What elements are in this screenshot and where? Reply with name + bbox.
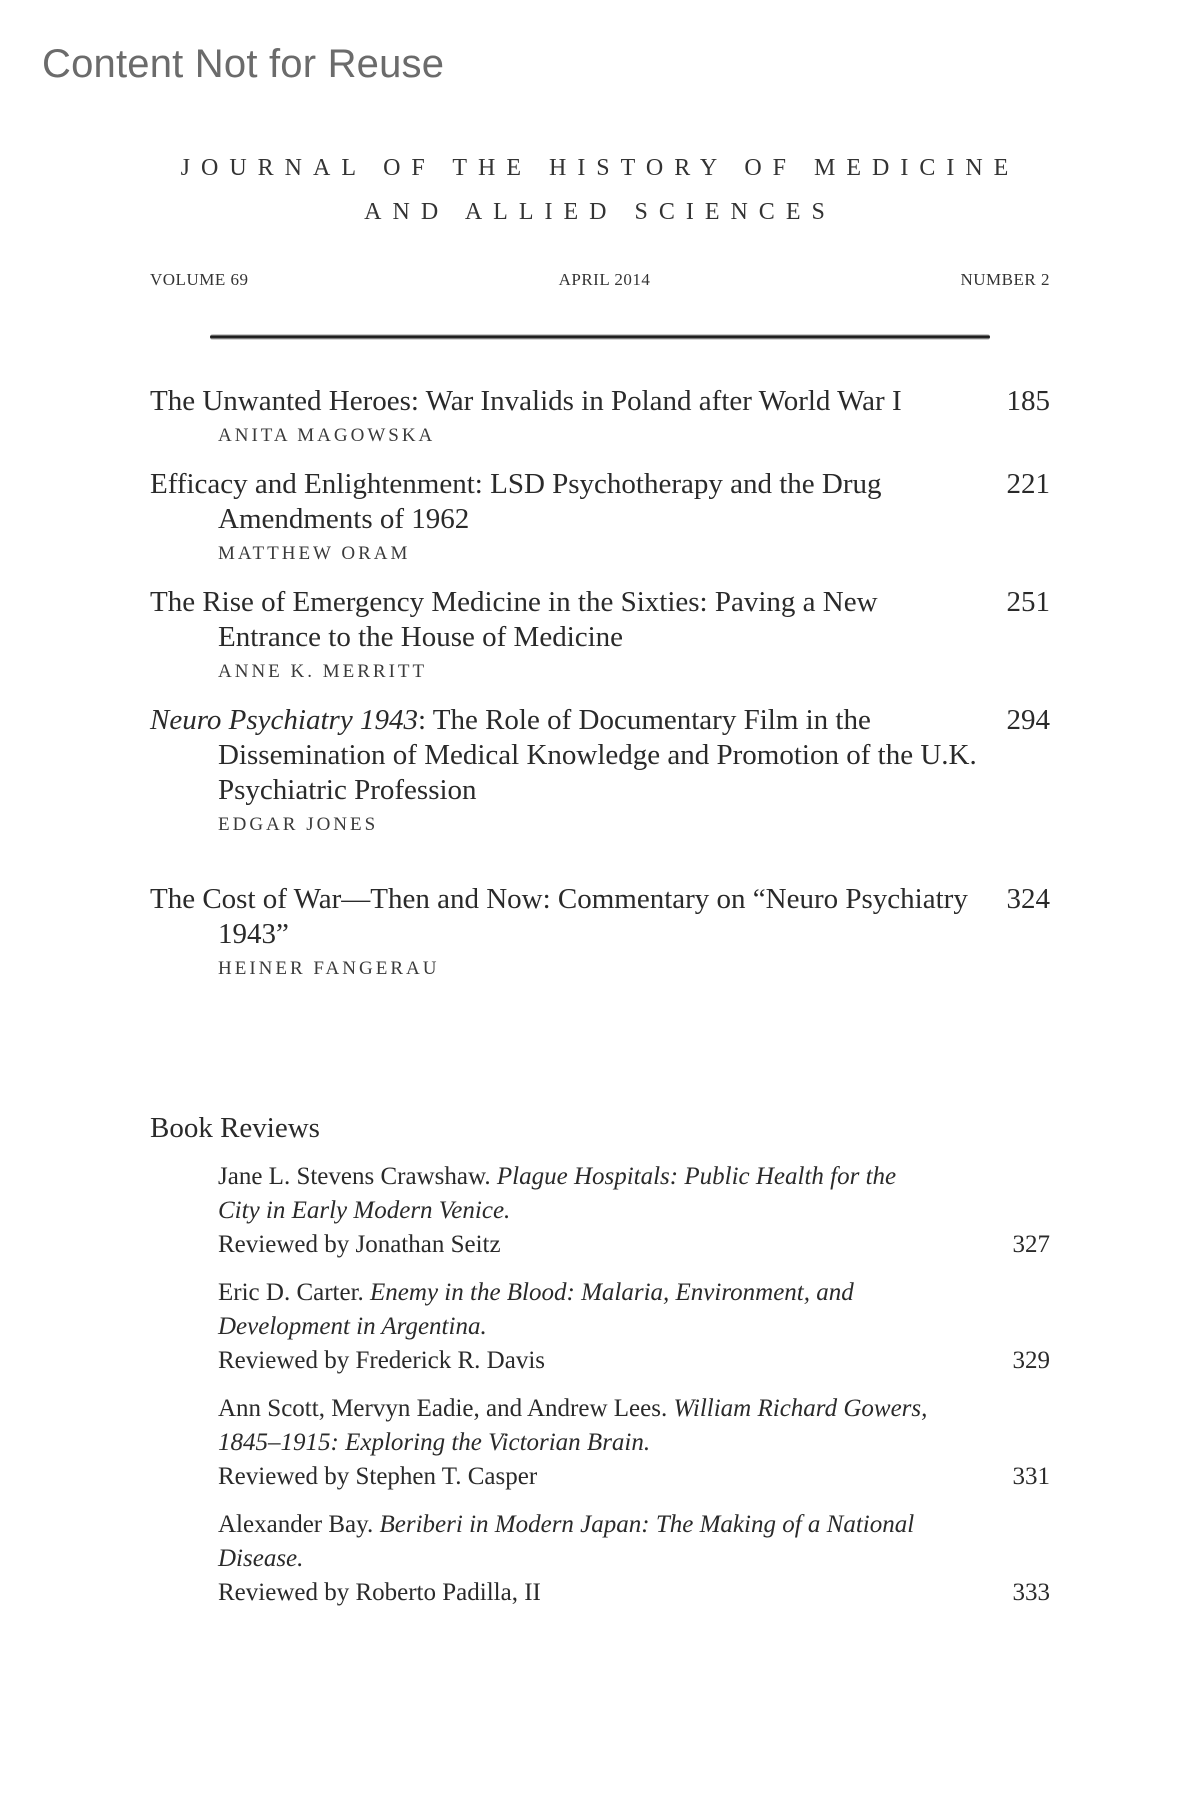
article-page-number: 251 bbox=[1006, 586, 1050, 618]
book-author: Jane L. Stevens Crawshaw. bbox=[218, 1163, 491, 1190]
book-review-entry[interactable] bbox=[218, 1276, 1050, 1378]
header-rule bbox=[210, 334, 990, 340]
book-review-entry[interactable] bbox=[218, 1392, 1050, 1494]
reviewed-book bbox=[218, 1160, 938, 1228]
book-review-list bbox=[218, 1160, 1050, 1624]
article-title bbox=[150, 384, 978, 419]
article-title-text: The Rise of Emergency Medicine in the Sixties: Paving a New Entrance to the House of Medicine bbox=[150, 586, 878, 653]
journal-title-line-1: JOURNAL OF THE HISTORY OF MEDICINE bbox=[180, 155, 1020, 181]
article-title bbox=[150, 467, 978, 537]
article-author: ANNE K. MERRITT bbox=[218, 661, 428, 682]
book-title: William Richard Gowers, 1845–1915: Exploring the Victorian Brain. bbox=[218, 1395, 928, 1456]
review-page-number: 329 bbox=[1012, 1347, 1050, 1374]
article-page-number: 294 bbox=[1006, 704, 1050, 736]
reviewed-book bbox=[218, 1508, 938, 1576]
article-list bbox=[150, 384, 1050, 1000]
volume-label: VOLUME 69 bbox=[150, 270, 249, 289]
book-reviews-heading: Book Reviews bbox=[150, 1112, 320, 1144]
article-author: HEINER FANGERAU bbox=[218, 958, 440, 979]
issue-date: APRIL 2014 bbox=[558, 270, 651, 289]
book-review-entry[interactable] bbox=[218, 1508, 1050, 1610]
reviewed-book bbox=[218, 1392, 938, 1460]
article-page-number: 324 bbox=[1006, 883, 1050, 915]
book-review-entry[interactable] bbox=[218, 1160, 1050, 1262]
article-page-number: 221 bbox=[1006, 468, 1050, 500]
article-entry[interactable] bbox=[150, 585, 1050, 683]
article-entry[interactable] bbox=[150, 384, 1050, 447]
review-page-number: 327 bbox=[1012, 1231, 1050, 1258]
article-title-italic: Neuro Psychiatry 1943 bbox=[150, 704, 418, 736]
reviewer: Reviewed by Roberto Padilla, II bbox=[218, 1579, 541, 1606]
journal-title-line-2: AND ALLIED SCIENCES bbox=[364, 199, 836, 225]
article-entry[interactable] bbox=[150, 703, 1050, 836]
book-author: Ann Scott, Mervyn Eadie, and Andrew Lees. bbox=[218, 1395, 668, 1422]
book-title: Enemy in the Blood: Malaria, Environment, and Development in Argentina. bbox=[218, 1279, 854, 1340]
reviewer: Reviewed by Frederick R. Davis bbox=[218, 1347, 546, 1374]
issue-info bbox=[150, 270, 1050, 290]
article-author: MATTHEW ORAM bbox=[218, 543, 411, 564]
review-page-number: 331 bbox=[1012, 1463, 1050, 1490]
article-title-text: : The Role of Documentary Film in the Dissemination of Medical Knowledge and Promotion of the U.K. Psychiatric Profession bbox=[218, 704, 977, 806]
article-entry[interactable] bbox=[150, 467, 1050, 565]
watermark-text: Content Not for Reuse bbox=[42, 42, 445, 86]
article-page-number: 185 bbox=[1006, 385, 1050, 417]
reviewer: Reviewed by Stephen T. Casper bbox=[218, 1463, 538, 1490]
book-title: Beriberi in Modern Japan: The Making of a National Disease. bbox=[218, 1511, 915, 1572]
article-title bbox=[150, 703, 978, 808]
article-title-text: The Unwanted Heroes: War Invalids in Poland after World War I bbox=[150, 385, 902, 417]
reviewed-book bbox=[218, 1276, 938, 1344]
article-title bbox=[150, 585, 978, 655]
article-author: ANITA MAGOWSKA bbox=[218, 425, 436, 446]
review-page-number: 333 bbox=[1012, 1579, 1050, 1606]
book-author: Alexander Bay. bbox=[218, 1511, 374, 1538]
article-title-text: The Cost of War—Then and Now: Commentary on “Neuro Psychiatry 1943” bbox=[150, 883, 968, 950]
article-entry[interactable] bbox=[150, 882, 1050, 980]
journal-title bbox=[150, 146, 1050, 234]
article-title bbox=[150, 882, 978, 952]
reviewer: Reviewed by Jonathan Seitz bbox=[218, 1231, 501, 1258]
article-title-text: Efficacy and Enlightenment: LSD Psychotherapy and the Drug Amendments of 1962 bbox=[150, 468, 882, 535]
book-title: Plague Hospitals: Public Health for the City in Early Modern Venice. bbox=[218, 1163, 897, 1224]
article-author: EDGAR JONES bbox=[218, 814, 379, 835]
book-author: Eric D. Carter. bbox=[218, 1279, 364, 1306]
issue-number: NUMBER 2 bbox=[960, 270, 1050, 289]
